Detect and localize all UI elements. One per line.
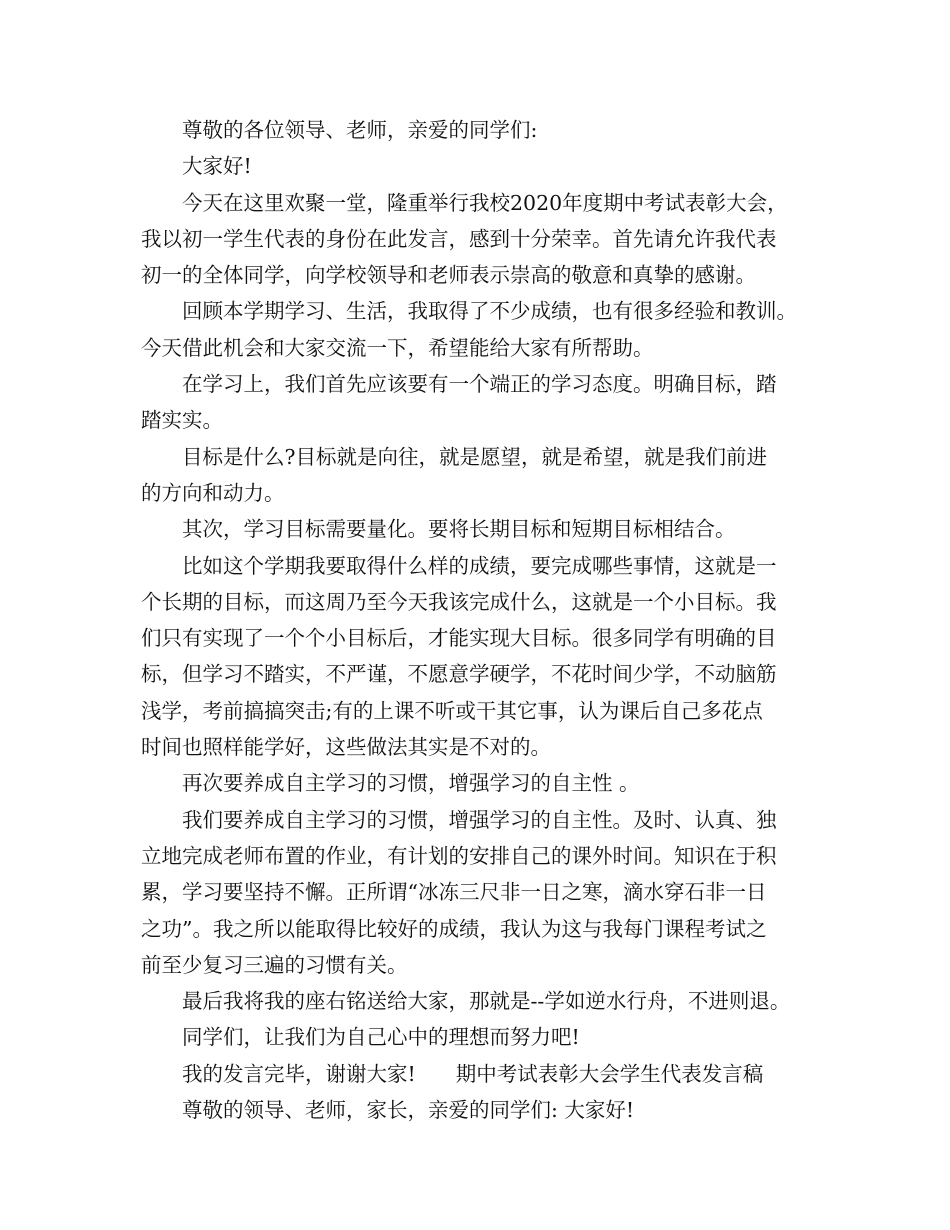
paragraph-line: 踏实实。	[141, 408, 223, 433]
paragraph-line: 回顾本学期学习、生活，我取得了不少成绩，也有很多经验和教训。	[182, 299, 797, 324]
paragraph-line: 尊敬的各位领导、老师，亲爱的同学们:	[182, 118, 538, 142]
paragraph-line: 标，但学习不踏实，不严谨，不愿意学硬学，不花时间少学，不动脑筋	[141, 662, 777, 687]
paragraph-line: 今天在这里欢聚一堂，隆重举行我校2020年度期中考试表彰大会，	[182, 190, 788, 215]
paragraph-line: 今天借此机会和大家交流一下，希望能给大家有所帮助。	[141, 335, 654, 360]
next-document-title: 期中考试表彰大会学生代表发言稿	[455, 1061, 764, 1086]
final-greeting-line: 尊敬的领导、老师，家长，亲爱的同学们: 大家好!	[182, 1098, 635, 1123]
paragraph-line: 最后我将我的座右铭送给大家，那就是--学如逆水行舟，不进则退。	[182, 989, 791, 1014]
paragraph-line: 时间也照样能学好，这些做法其实是不对的。	[141, 735, 551, 760]
paragraph-line: 们只有实现了一个个小目标后，才能实现大目标。很多同学有明确的目	[141, 626, 777, 651]
paragraph-line: 立地完成老师布置的作业，有计划的安排自己的课外时间。知识在于积	[141, 843, 777, 868]
closing-line	[141, 1056, 831, 1092]
paragraph-line: 之功”。我之所以能取得比较好的成绩，我认为这与我每门课程考试之	[141, 916, 767, 941]
paragraph-line: 浅学，考前搞搞突击;有的上课不听或干其它事，认为课后自己多花点	[141, 698, 763, 723]
paragraph-line: 在学习上，我们首先应该要有一个端正的学习态度。明确目标，踏	[182, 372, 777, 397]
closing-remark: 我的发言完毕，谢谢大家!	[182, 1061, 416, 1086]
paragraph-line: 比如这个学期我要取得什么样的成绩，要完成哪些事情，这就是一	[182, 553, 777, 578]
paragraph-line: 同学们，让我们为自己心中的理想而努力吧!	[182, 1025, 580, 1050]
paragraph-line: 个长期的目标，而这周乃至今天我该完成什么，这就是一个小目标。我	[141, 589, 777, 614]
paragraph-line: 前至少复习三遍的习惯有关。	[141, 952, 408, 977]
paragraph-line: 初一的全体同学，向学校领导和老师表示崇高的敬意和真挚的感谢。	[141, 263, 756, 288]
paragraph-line: 大家好!	[182, 154, 252, 179]
paragraph-line: 目标是什么?目标就是向往，就是愿望，就是希望，就是我们前进	[182, 444, 767, 469]
paragraph-line: 我以初一学生代表的身份在此发言，感到十分荣幸。首先请允许我代表	[141, 226, 777, 251]
document-body	[141, 112, 831, 1128]
paragraph-line: 的方向和动力。	[141, 480, 285, 505]
paragraph-line: 累，学习要坚持不懈。正所谓“冰冻三尺非一日之寒，滴水穿石非一日	[141, 880, 767, 905]
paragraph-line: 我们要养成自主学习的习惯，增强学习的自主性。及时、认真、独	[182, 807, 777, 832]
paragraph-line: 再次要养成自主学习的习惯，增强学习的自主性 。	[182, 771, 640, 796]
paragraph-line: 其次，学习目标需要量化。要将长期目标和短期目标相结合。	[182, 517, 736, 542]
